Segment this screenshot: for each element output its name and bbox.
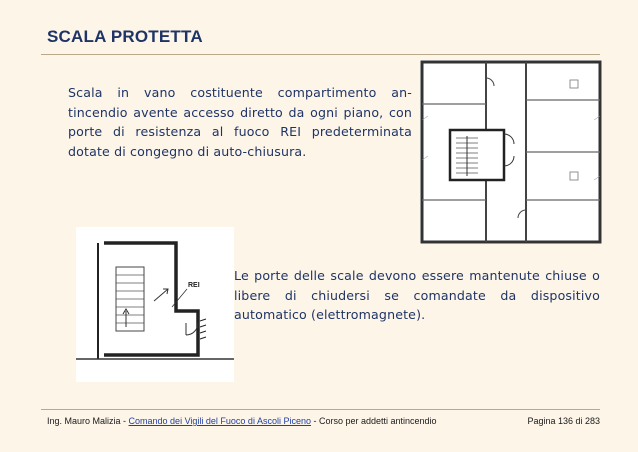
rei-label: REI [188, 282, 200, 289]
footer-author: Ing. Mauro Malizia - [47, 416, 129, 426]
footer-link[interactable]: Comando dei Vigili del Fuoco di Ascoli Piceno [128, 416, 311, 426]
description-paragraph: Scala in vano costituente compartimento an-tincendio avente accesso diretto da ogni piano, con porte di resistenza al fuoco REI predeterminata dotate di congegno di auto-chiusura. [68, 85, 412, 159]
stairwell-detail-drawing [76, 227, 234, 382]
slide-title: SCALA PROTETTA [47, 27, 203, 46]
footer-course: - Corso per addetti antincendio [310, 416, 437, 426]
bottom-divider [41, 409, 600, 410]
stairwell-detail-image [76, 227, 234, 382]
floor-plan-drawing [420, 60, 602, 244]
top-divider [41, 54, 600, 55]
footer [47, 416, 600, 426]
page-number: Pagina 136 di 283 [527, 416, 600, 426]
doors-paragraph: Le porte delle scale devono essere mantenute chiuse o libere di chiudersi se comandate da dispositivo automatico (elettromagnete). [234, 268, 600, 323]
floor-plan-image [420, 60, 602, 244]
